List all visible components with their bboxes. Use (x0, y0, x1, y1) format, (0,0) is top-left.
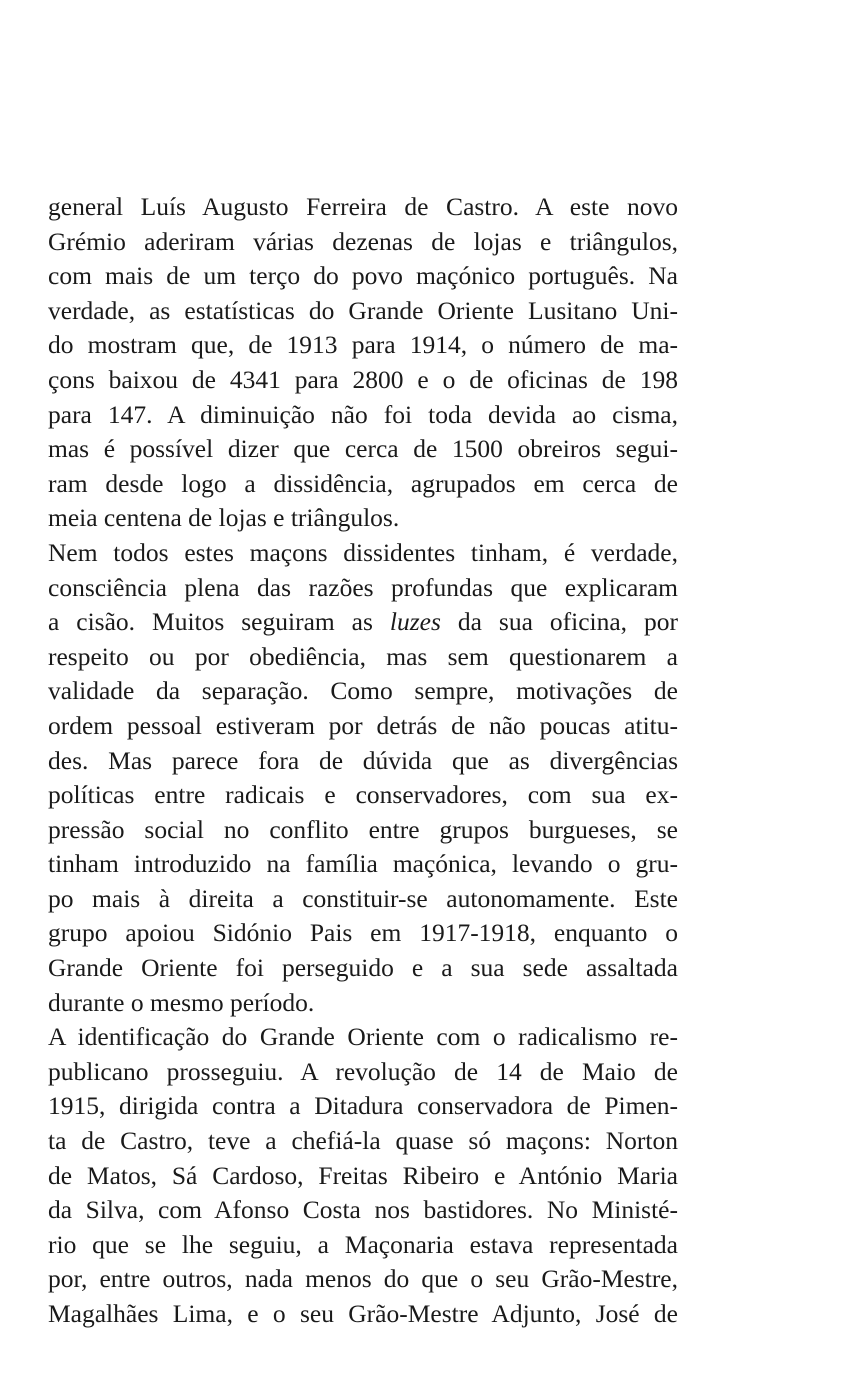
text-line: validade da separação. Como sempre, motivações de (48, 676, 678, 706)
text-line: ram desde logo a dissidência, agrupados em cerca de (48, 468, 678, 498)
text-line: publicano prosseguiu. A revolução de 14 de Maio de (48, 1056, 678, 1086)
text-line: do mostram que, de 1913 para 1914, o número de ma- (48, 330, 678, 360)
text-line: respeito ou por obediência, mas sem questionarem a (48, 641, 678, 671)
text-line-part: da sua oficina, por (440, 607, 678, 637)
text-line: mas é possível dizer que cerca de 1500 obreiros segui- (48, 434, 678, 464)
text-line: general Luís Augusto Ferreira de Castro. A este novo (48, 192, 678, 221)
text-line: por, entre outros, nada menos do que o seu Grão-Mestre, (48, 1264, 678, 1294)
text-line: A identificação do Grande Oriente com o radicalismo re- (48, 1022, 678, 1052)
text-line: Magalhães Lima, e o seu Grão-Mestre Adjunto, José de (48, 1299, 678, 1328)
text-line: çons baixou de 4341 para 2800 e o de oficinas de 198 (48, 364, 678, 394)
text-line: grupo apoiou Sidónio Pais em 1917-1918, enquanto o (48, 918, 678, 948)
text-line: durante o mesmo período. (48, 987, 315, 1017)
text-line (48, 605, 678, 640)
text-line: pressão social no conflito entre grupos burgueses, se (48, 814, 678, 844)
text-line: verdade, as estatísticas do Grande Oriente Lusitano Uni- (48, 295, 678, 325)
text-line: políticas entre radicais e conservadores, com sua ex- (48, 780, 678, 810)
text-line: com mais de um terço do povo maçónico português. Na (48, 261, 678, 291)
text-line: meia centena de lojas e triângulos. (48, 503, 400, 533)
text-line: rio que se lhe seguiu, a Maçonaria estava representada (48, 1229, 678, 1259)
text-line: po mais à direita a constituir-se autonomamente. Este (48, 883, 678, 913)
body-text (48, 190, 678, 1332)
text-line: des. Mas parece fora de dúvida que as divergências (48, 745, 678, 775)
text-line: consciência plena das razões profundas que explicaram (48, 572, 678, 602)
text-line: de Matos, Sá Cardoso, Freitas Ribeiro e António Maria (48, 1160, 678, 1190)
italic-term: luzes (389, 607, 441, 637)
text-line: ta de Castro, teve a chefiá-la quase só maçons: Norton (48, 1126, 678, 1156)
text-line: para 147. A diminuição não foi toda devida ao cisma, (48, 399, 678, 429)
text-line: 1915, dirigida contra a Ditadura conservadora de Pimen- (48, 1091, 678, 1121)
text-line: da Silva, com Afonso Costa nos bastidores. No Ministé- (48, 1195, 678, 1225)
text-line: Grémio aderiram várias dezenas de lojas e triângulos, (48, 226, 678, 256)
text-line: Nem todos estes maçons dissidentes tinham, é verdade, (48, 537, 678, 567)
text-line-part: a cisão. Muitos seguiram as (48, 607, 390, 637)
text-line: Grande Oriente foi perseguido e a sua sede assaltada (48, 953, 678, 983)
text-line: ordem pessoal estiveram por detrás de não poucas atitu- (48, 710, 678, 740)
text-line: tinham introduzido na família maçónica, levando o gru- (48, 849, 678, 879)
